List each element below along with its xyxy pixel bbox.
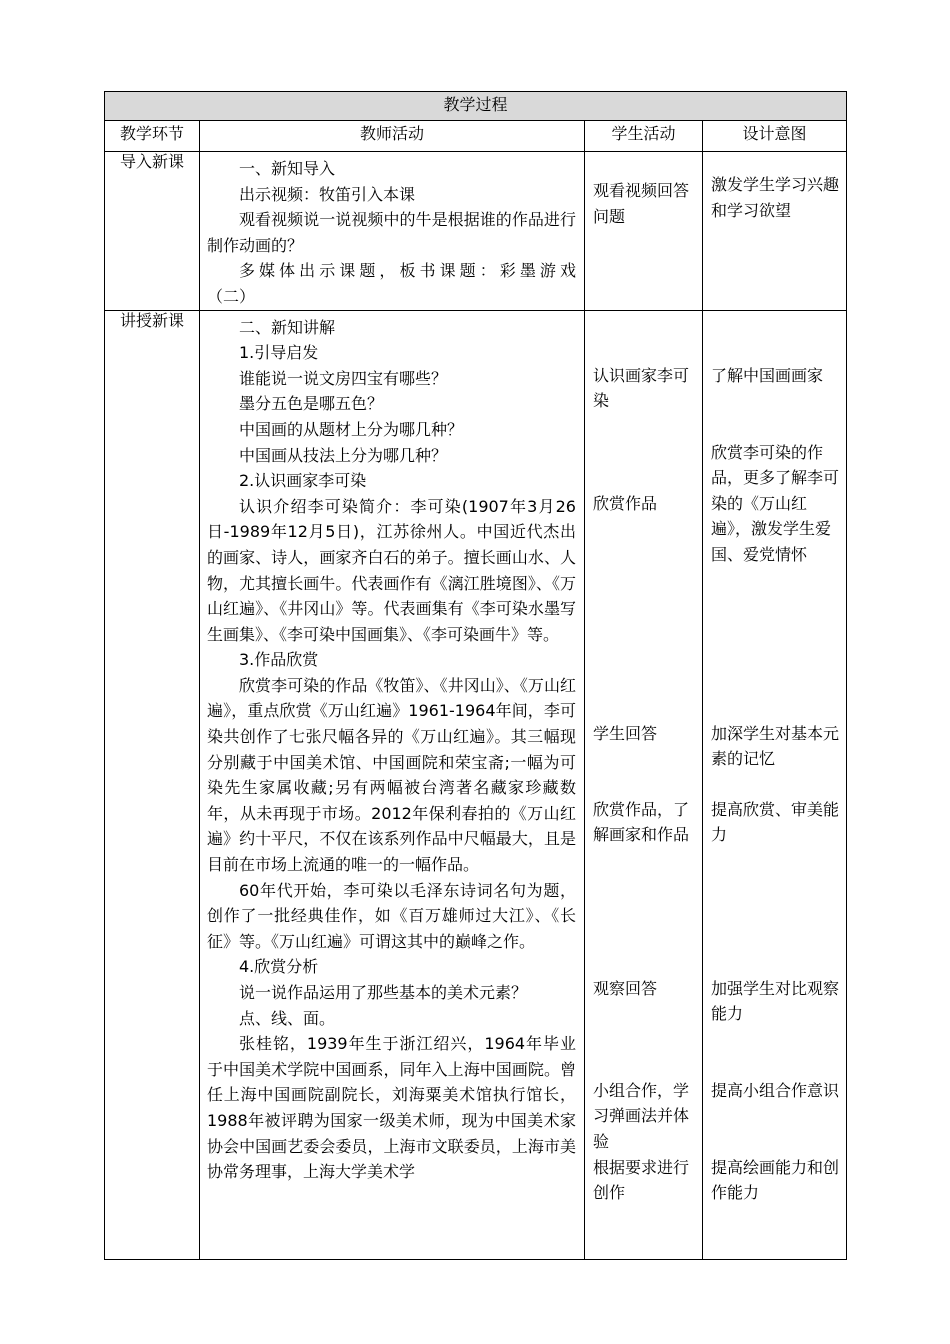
design-intent-item: 加深学生对基本元素的记忆 — [711, 723, 840, 769]
lesson-process-table — [104, 91, 847, 1260]
intro-teacher-line: 出示视频：牧笛引入本课 — [239, 184, 416, 204]
teaching-design-intent — [703, 310, 847, 1259]
header-row — [105, 121, 847, 152]
teacher-question: 说一说作品运用了那些基本的美术元素？ — [239, 983, 528, 1002]
teacher-heading: 二、新知讲解 — [239, 317, 336, 337]
teaching-section-name: 讲授新课 — [105, 310, 200, 1259]
design-intent-item: 提高欣赏、审美能力 — [711, 799, 840, 845]
intro-section-name: 导入新课 — [105, 152, 200, 311]
intro-teacher-line: （二） — [207, 286, 256, 306]
student-activity-item: 观察回答 — [593, 978, 658, 998]
design-intent-item: 加强学生对比观察能力 — [711, 978, 840, 1024]
teacher-paragraph: 认识介绍李可染简介：李可染(1907年3月26日-1989年12月5日)，江苏徐州人。中国近代杰出的画家、诗人，画家齐白石的弟子。擅长画山水、人物，尤其擅长画牛。代表画作有《漓江胜境图》、《万山红遍》、《井冈山》等。代表画集有《李可染水墨写生画集》、《李可染中国画集》、《李可染画牛》等。 — [207, 496, 576, 644]
header-student-activity: 学生活动 — [585, 121, 703, 152]
teacher-question: 中国画的从题材上分为哪几种？ — [239, 419, 464, 439]
table-title: 教学过程 — [105, 92, 847, 121]
teacher-question: 墨分五色是哪五色？ — [239, 394, 384, 414]
intro-teacher-line: 多媒体出示课题，板书课题：彩墨游戏 — [239, 261, 576, 281]
student-activity-item: 学生回答 — [593, 723, 658, 743]
teacher-subheading: 3.作品欣赏 — [239, 650, 319, 670]
intro-teacher-line: 一、新知导入 — [239, 159, 336, 178]
intro-intent-text: 激发学生学习兴趣和学习欲望 — [711, 175, 840, 220]
intro-student-text: 观看视频回答问题 — [593, 181, 690, 226]
student-activity-item: 小组合作，学习弹画法并体验 — [593, 1080, 690, 1151]
teacher-subheading: 2.认识画家李可染 — [239, 471, 367, 491]
design-intent-item: 了解中国画画家 — [711, 365, 824, 385]
teacher-question: 谁能说一说文房四宝有哪些？ — [239, 368, 448, 388]
student-activity-item: 欣赏作品 — [593, 493, 658, 513]
teaching-student-activity — [585, 310, 703, 1259]
teaching-teacher-activity — [200, 310, 585, 1259]
header-design-intent: 设计意图 — [703, 121, 847, 152]
student-activity-item: 根据要求进行创作 — [593, 1157, 690, 1203]
header-teacher-activity: 教师活动 — [200, 121, 585, 152]
teacher-paragraph: 张桂铭，1939年生于浙江绍兴，1964年毕业于中国美术学院中国画系，同年入上海中国画院。曾任上海中国画院副院长，刘海粟美术馆执行馆长，1988年被评聘为国家一级美术师，现为中国美术家协会中国画艺委会委员，上海市文联委员，上海市美协常务理事，上海大学美术学 — [207, 1034, 576, 1182]
teacher-paragraph: 60年代开始，李可染以毛泽东诗词名句为题，创作了一批经典佳作，如《百万雄师过大江》、《长征》等。《万山红遍》可谓这其中的巅峰之作。 — [207, 880, 576, 951]
student-activity-item: 欣赏作品，了解画家和作品 — [593, 799, 690, 845]
student-activity-item: 认识画家李可染 — [593, 365, 690, 411]
teaching-row — [105, 310, 847, 1259]
teacher-question: 中国画从技法上分为哪几种？ — [239, 445, 448, 465]
table-title-row — [105, 92, 847, 121]
teacher-subheading: 1.引导启发 — [239, 343, 319, 363]
design-intent-item: 提高小组合作意识 — [711, 1080, 840, 1100]
teacher-subheading: 4.欣赏分析 — [239, 957, 319, 977]
teacher-paragraph: 欣赏李可染的作品《牧笛》、《井冈山》、《万山红遍》，重点欣赏《万山红遍》1961-1964年间，李可染共创作了七张尺幅各异的《万山红遍》。其三幅现分别藏于中国美术馆、中国画院和荣宝斋;一幅为可染先生家属收藏;另有两幅被台湾著名藏家珍藏数年，从未再现于市场。2012年保利春拍的《万山红遍》约十平尺，不仅在该系列作品中尺幅最大，且是目前在市场上流通的唯一的一幅作品。 — [207, 675, 576, 875]
design-intent-item: 提高绘画能力和创作能力 — [711, 1157, 840, 1203]
intro-teacher-activity — [200, 152, 585, 311]
header-stage: 教学环节 — [105, 121, 200, 152]
intro-row — [105, 152, 847, 311]
intro-teacher-line: 观看视频说一说视频中的牛是根据谁的作品进行制作动画的？ — [207, 210, 576, 255]
intro-student-activity — [585, 152, 703, 311]
design-intent-item: 欣赏李可染的作品，更多了解李可染的《万山红遍》，激发学生爱国、爱党情怀 — [711, 442, 840, 564]
teacher-answer: 点、线、面。 — [239, 1008, 336, 1028]
intro-design-intent — [703, 152, 847, 311]
